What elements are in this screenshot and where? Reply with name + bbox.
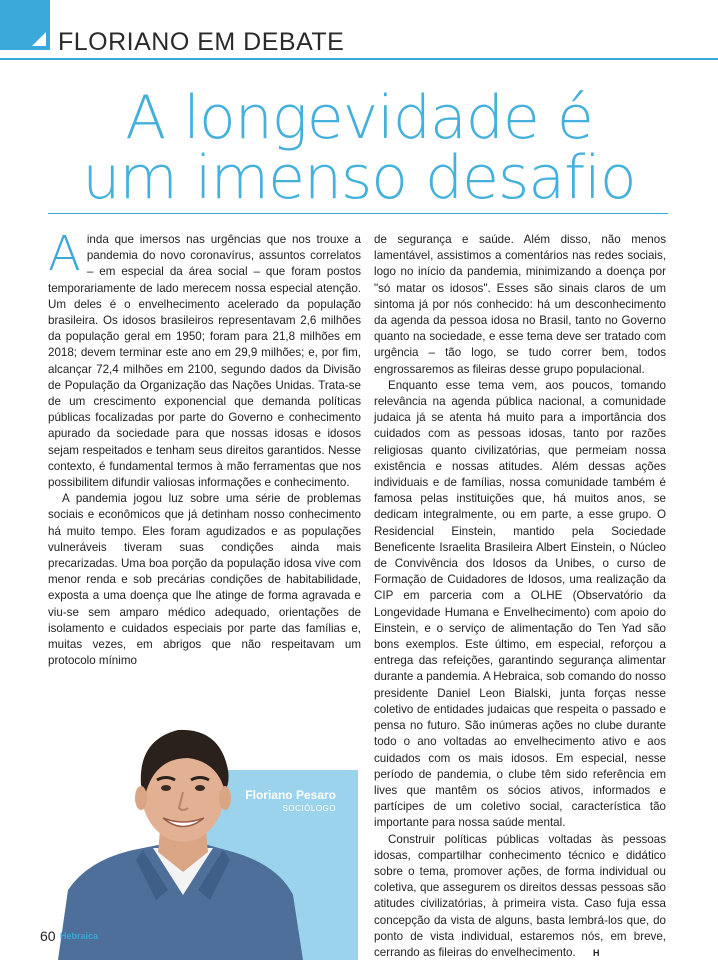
author-name: Floriano Pesaro bbox=[245, 788, 336, 802]
author-portrait-icon bbox=[48, 700, 358, 960]
article-column-right bbox=[374, 232, 666, 961]
author-role: SOCIÓLOGO bbox=[282, 804, 336, 813]
headline-divider bbox=[48, 213, 668, 214]
headline-line-1: A longevidade é bbox=[125, 83, 593, 153]
article-paragraph bbox=[48, 226, 361, 491]
magazine-name: Hebraica bbox=[60, 931, 99, 941]
paragraph-text: Construir políticas públicas voltadas às pessoas idosas, compartilhar conhecimento técnico e didático sobre o tema, promover ações, de forma individual ou coletiva, que assegurem os direitos dessas pessoas são atitudes civilizatórias, à primeira vista. Caso fuja essa concepção da vista de alguns, basta lembrá-los que, do ponto de vista individual, estaremos nós, em breve, cerrando as fileiras do envelhecimento. bbox=[374, 832, 666, 959]
corner-accent bbox=[0, 0, 50, 50]
article-paragraph bbox=[374, 832, 666, 961]
article-paragraph: A pandemia jogou luz sobre uma série de problemas sociais e econômicos que já detinham nosso conhecimento há muito tempo. Eles foram agudizados e as populações vulneráveis tiveram suas condições ainda mais precarizadas. Uma boa porção da população idosa vive com menor renda e sob precárias condições de habitabilidade, exposta a uma doença que lhe atinge de forma agravada e viu-se sem amparo médico adequado, orientações de isolamento e cuidados especiais por parte das famílias e, muitas vezes, em abrigos que não respeitavam um protocolo mínimo bbox=[48, 492, 361, 668]
article-column-left bbox=[48, 226, 361, 669]
article-paragraph: de segurança e saúde. Além disso, não menos lamentável, assistimos a comentários nas redes sociais, logo no início da pandemia, minimizando a doença por "só matar os idosos". Esses são sinais claros de um sintoma já por nós conhecido: há um desconhecimento da agenda da pessoa idosa no Brasil, tanto no Governo quanto na sociedade, e esse tema deve ser tratado com urgência – tão logo, se tudo correr bem, todos engrossaremos as fileiras desse grupo populacional. bbox=[374, 233, 666, 376]
drop-cap: A bbox=[48, 226, 81, 282]
headline-line-2: um imenso desafio bbox=[82, 143, 636, 213]
top-divider bbox=[0, 58, 718, 60]
article-paragraph: Enquanto esse tema vem, aos poucos, tomando relevância na agenda pública nacional, a comunidade judaica já se atenta há muito para a importância dos cuidados com as pessoas idosas, tanto por razões religiosas quanto civilizatórias, que permeiam nossa existência e nossas atitudes. Além dessas ações individuais e de famílias, nossa comunidade também é famosa pelas instituições que, há muitos anos, se dedicam integralmente, ou em parte, a esse grupo. O Residencial Einstein, mantido pela Sociedade Beneficente Israelita Brasileira Albert Einstein, o Núcleo de Convivência dos Idosos da Unibes, o curso de Formação de Cuidadores de Idosos, uma realização da CIP em parceria com a OLHE (Observatório da Longevidade Humana e Envelhecimento) com apoio do Einstein, e o serviço de alimentação do Ten Yad são bons exemplos. Este último, em especial, reforçou a entrega das refeições, garantindo segurança alimentar durante a pandemia. A Hebraica, sob comando do nosso presidente Daniel Leon Bialski, junta forças nesse coletivo de entidades judaicas que respeita o passado e pensa no futuro. São inúmeras ações no clube durante todo o ano voltadas ao envelhecimento ativo e aos cuidados com os mais idosos. Em especial, nesse período de pandemia, o clube têm sido referência em lives que mantêm os sócios ativos, informados e partícipes de um coletivo social, característica tão importante para nossa saúde mental. bbox=[374, 378, 666, 830]
page-number: 60 bbox=[40, 928, 56, 944]
author-photo bbox=[48, 700, 358, 960]
paragraph-text: inda que imersos nas urgências que nos trouxe a pandemia do novo coronavírus, assuntos correlatos – em especial da área social – que foram postos temporariamente de lado merecem nossa especial atenção. Um deles é o envelhecimento acelerado da população brasileira. Os idosos brasileiros representavam 2,6 milhões da população geral em 1950; foram para 21,8 milhões em 2018; devem terminar este ano em 29,9 milhões; e, por fim, alcançar 72,4 milhões em 2100, segundo dados da Divisão de População da Organização das Nações Unidas. Trata-se de um crescimento exponencial que demanda políticas públicas focalizadas por parte do Governo e conhecimento apurado da sociedade para que nossas idosas e idosos sejam respeitados e tenham seus direitos garantidos. Nesse contexto, é fundamental termos à mão ferramentas que nos possibilitem difundir valiosas informações e conhecimento. bbox=[48, 233, 361, 490]
section-title: FLORIANO EM DEBATE bbox=[58, 28, 345, 56]
end-mark-icon: H bbox=[592, 947, 599, 958]
